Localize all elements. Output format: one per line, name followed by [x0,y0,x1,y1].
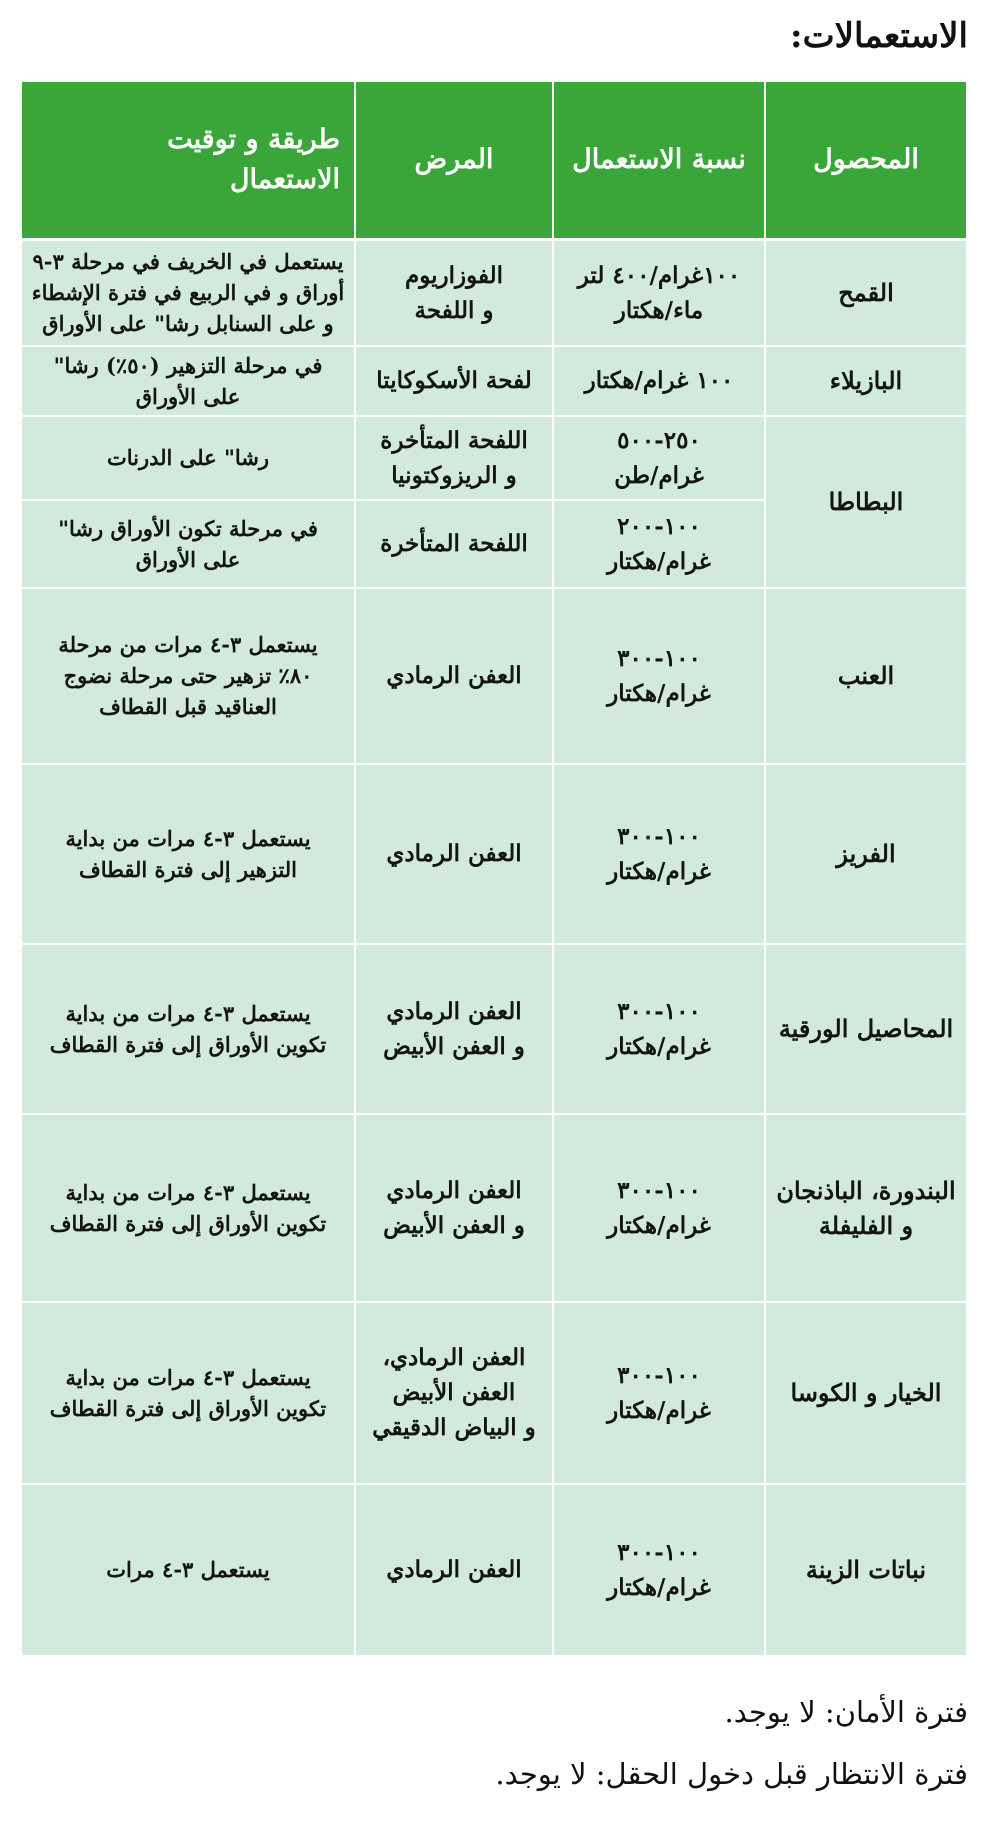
table-row [21,1484,967,1656]
cell-rate: ١٠٠ غرام/هكتار [553,346,765,416]
cell-method: يستعمل ٣-٤ مرات من مرحلة ٨٠٪ تزهير حتى مرحلة نضوج العناقيد قبل القطاف [21,588,355,764]
header-crop: المحصول [765,82,967,240]
safety-period-text: فترة الأمان: لا يوجد. [724,1695,968,1729]
cell-crop: المحاصيل الورقية [765,944,967,1114]
cell-disease: العفن الرمادي [355,588,553,764]
cell-crop: البندورة، الباذنجان و الفليفلة [765,1114,967,1302]
table-row [21,1114,967,1302]
cell-method: رشا" على الدرنات [21,416,355,500]
table-header-row [21,82,967,240]
cell-method: يستعمل ٣-٤ مرات من بداية التزهير إلى فترة القطاف [21,764,355,944]
cell-crop: الفريز [765,764,967,944]
table-row [21,1302,967,1484]
table-row [21,944,967,1114]
table-row [21,588,967,764]
cell-rate: ١٠٠-٢٠٠ غرام/هكتار [553,500,765,588]
cell-method: يستعمل في الخريف في مرحلة ٣-٩ أوراق و في الربيع في فترة الإشطاء و على السنابل رشا" على الأوراق [21,240,355,346]
cell-disease: اللفحة المتأخرة [355,500,553,588]
section-heading: الاستعمالات: [790,16,968,56]
cell-rate: ١٠٠-٣٠٠ غرام/هكتار [553,1114,765,1302]
cell-crop: الخيار و الكوسا [765,1302,967,1484]
cell-method: في مرحلة التزهير (٥٠٪) رشا" على الأوراق [21,346,355,416]
table-row [21,416,967,500]
usage-table [20,82,968,1657]
cell-crop: نباتات الزينة [765,1484,967,1656]
reentry-period-text: فترة الانتظار قبل دخول الحقل: لا يوجد. [495,1757,968,1791]
cell-crop: العنب [765,588,967,764]
cell-rate: ١٠٠-٣٠٠ غرام/هكتار [553,764,765,944]
cell-rate: ١٠٠-٣٠٠ غرام/هكتار [553,944,765,1114]
cell-method: يستعمل ٣-٤ مرات [21,1484,355,1656]
header-rate: نسبة الاستعمال [553,82,765,240]
cell-rate: ١٠٠-٣٠٠ غرام/هكتار [553,588,765,764]
cell-method: يستعمل ٣-٤ مرات من بداية تكوين الأوراق إلى فترة القطاف [21,1114,355,1302]
cell-disease: العفن الرمادي، العفن الأبيض و البياض الدقيقي [355,1302,553,1484]
table-row [21,240,967,346]
cell-disease: العفن الرمادي [355,1484,553,1656]
table-row [21,764,967,944]
cell-rate: ١٠٠-٣٠٠ غرام/هكتار [553,1302,765,1484]
header-disease: المرض [355,82,553,240]
cell-rate: ١٠٠غرام/٤٠٠ لتر ماء/هكتار [553,240,765,346]
cell-crop: البازيلاء [765,346,967,416]
cell-disease: العفن الرمادي و العفن الأبيض [355,944,553,1114]
cell-crop: القمح [765,240,967,346]
cell-crop: البطاطا [765,416,967,588]
cell-method: يستعمل ٣-٤ مرات من بداية تكوين الأوراق إلى فترة القطاف [21,944,355,1114]
cell-method: يستعمل ٣-٤ مرات من بداية تكوين الأوراق إلى فترة القطاف [21,1302,355,1484]
cell-disease: العفن الرمادي [355,764,553,944]
cell-disease: الفوزاريوم و اللفحة [355,240,553,346]
cell-rate: ٢٥٠-٥٠٠ غرام/طن [553,416,765,500]
cell-method: في مرحلة تكون الأوراق رشا" على الأوراق [21,500,355,588]
cell-disease: اللفحة المتأخرة و الريزوكتونيا [355,416,553,500]
table-row [21,346,967,416]
cell-disease: العفن الرمادي و العفن الأبيض [355,1114,553,1302]
cell-rate: ١٠٠-٣٠٠ غرام/هكتار [553,1484,765,1656]
header-method: طريقة و توقيت الاستعمال [21,82,355,240]
cell-disease: لفحة الأسكوكايتا [355,346,553,416]
